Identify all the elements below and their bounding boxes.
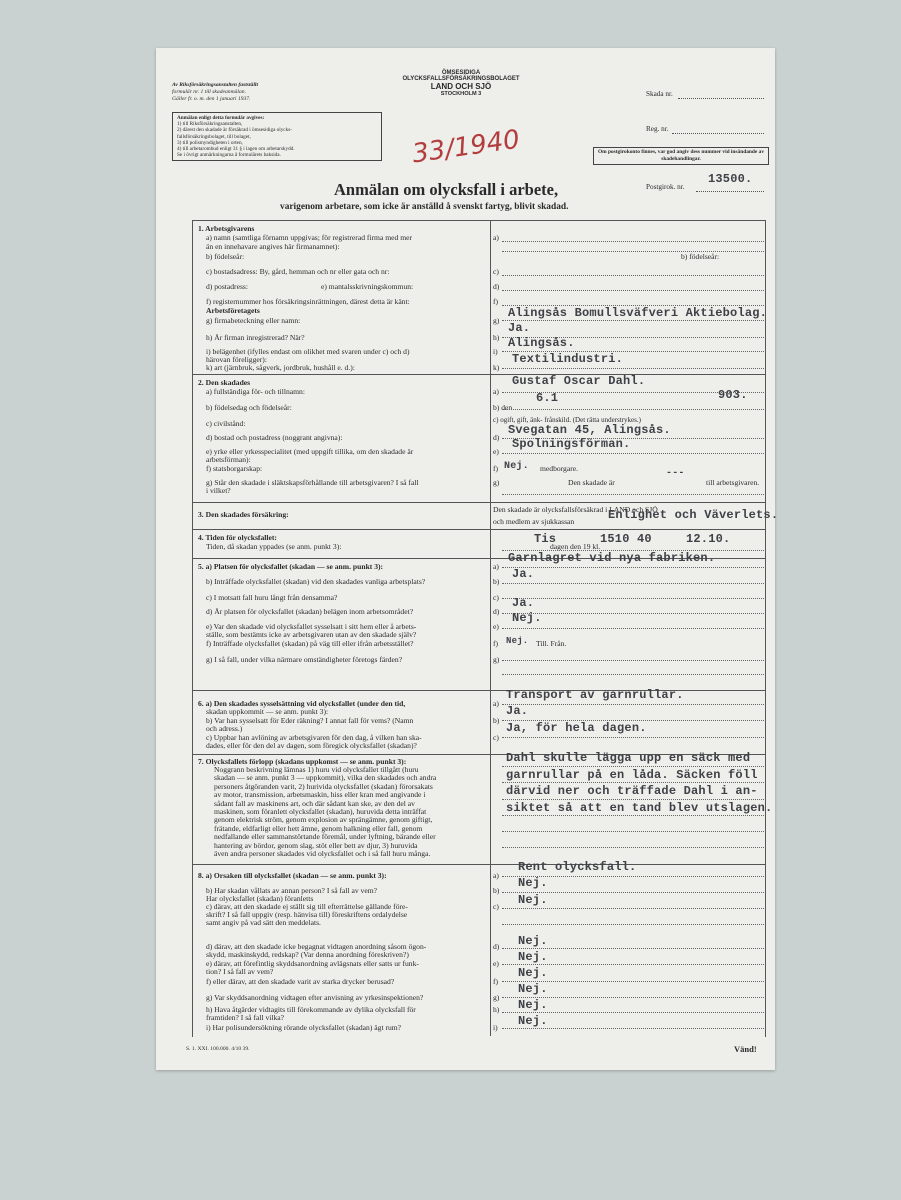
answer-5b-line[interactable] (502, 583, 764, 584)
question-8g: g) Var skyddsanordning vidtagen efter anvisning av yrkesinspektionen? (206, 993, 424, 1002)
answer-4-labels: dagen den 19 kl. (550, 542, 601, 551)
answer-2f-label: medborgare. (540, 464, 579, 473)
answer-6b-text: Ja. (506, 704, 529, 718)
answer-letter: g) (493, 478, 500, 487)
question-8f: f) eller därav, att den skadade varit av starka drycker berusad? (206, 977, 395, 986)
instruction-line: 4) till arbetarombud enligt 31 § i lagen om arbetarskydd. (177, 146, 295, 153)
form-approval-note (172, 82, 342, 103)
question-8c-cont: skrift? I så fall uppgiv (resp. hänvisa till) föreskriftens ordalydelse (206, 910, 408, 919)
answer-3-text: Enlighet och Väverlets. (608, 508, 779, 522)
answer-7-line5[interactable] (502, 831, 764, 832)
form-subtitle: varigenom arbetare, som icke är anställd å svenskt fartyg, blivit skadad. (280, 202, 569, 212)
question-6b: b) Var han sysselsatt för Eder räkning? I annat fall för vems? (Namn (206, 716, 414, 725)
answer-letter: h) (493, 1005, 500, 1014)
answer-letter: a) (493, 871, 499, 880)
answer-2b-day: 6.1 (536, 391, 559, 405)
section7-heading: 7. Olycksfallets förlopp (skadans uppkomst — se anm. punkt 3): (198, 757, 407, 766)
answer-8i-text: Nej. (518, 1014, 548, 1028)
answer-letter: f) (493, 639, 499, 648)
answer-1d-line[interactable] (502, 290, 764, 291)
question-2e: e) yrke eller yrkesspecialitet (med uppgift tillika, om den skadade är (206, 447, 414, 456)
answer-7-line: garnrullar på en låda. Säcken föll (506, 767, 758, 782)
question-8d: d) därav, att den skadade icke begagnat vidtagen anordning såsom ögon- (206, 942, 427, 951)
answer-letter: i) (493, 347, 498, 356)
question-2c: c) civilstånd: (206, 419, 246, 428)
answer-letter: d) (493, 433, 500, 442)
approval-line: Gäller fr. o. m. den 1 januari 1937. (172, 96, 251, 102)
question-2f: f) statsborgarskap: (206, 464, 263, 473)
question-8d-cont: skydd, maskinskydd, redskap? (Var denna anordning föreskriven?) (206, 950, 409, 959)
postgiro-value: 13500. (708, 172, 753, 186)
question-5f: f) Inträffade olycksfallet (skadan) på väg till eller ifrån arbetsstället? (206, 639, 414, 648)
question-1a-cont: än en innehavare angives här firmanamnet): (206, 242, 340, 251)
instruction-line: hantering av bördor, genom slag, stöt eller bett av djur, 3) huruvida (214, 840, 418, 850)
answer-letter: a) (493, 562, 499, 571)
answer-1i-text: Alingsås. (508, 336, 575, 350)
question-8h-cont: framtiden? I så fall vilka? (206, 1013, 285, 1022)
answer-7-line4[interactable] (502, 815, 764, 816)
instruction-line: fallsförsäkringsbolaget, till bolaget, (177, 133, 251, 140)
instruction-line: nedfallande eller sammanstörtande föremål, under lyftning, bärande eller (214, 832, 436, 842)
question-1g: g) firmabeteckning eller namn: (206, 316, 301, 325)
company-line: ÖMSESIDIGA (441, 70, 481, 76)
answer-5e-line[interactable] (502, 628, 764, 629)
print-code: S. 1. XXI. 100.000. 4/10 39. (186, 1046, 250, 1052)
question-2e-cont: arbetsförman): (206, 455, 251, 464)
section3-line2: och medlem av sjukkassan (493, 517, 575, 526)
answer-letter: b) (493, 577, 500, 586)
answer-2b-line[interactable] (502, 409, 764, 410)
section1-subheading: Arbetsföretagets (206, 306, 260, 315)
section3-heading: 3. Den skadades försäkring: (198, 510, 289, 519)
form-sheet (156, 48, 779, 1070)
answer-5f-label: Till. Från. (536, 639, 567, 648)
answer-5b-text: Ja. (512, 567, 535, 581)
answer-2a-text: Gustaf Oscar Dahl. (512, 374, 646, 388)
question-1a: a) namn (samtliga förnamn uppgivas; för registrerad firma med mer (206, 233, 413, 242)
question-5d: d) Är platsen för olycksfallet (skadan) belägen inom arbetsområdet? (206, 607, 414, 616)
answer-letter: d) (493, 282, 500, 291)
answer-8g-text: Nej. (518, 982, 548, 996)
instruction-line: Se i övrigt anmärkningarna å formulärets baksida. (177, 152, 281, 159)
turn-page-note: Vänd! (734, 1044, 757, 1054)
answer-1g-line[interactable] (502, 320, 764, 321)
answer-1a-line[interactable] (502, 241, 764, 242)
answer-letter: b) (493, 886, 500, 895)
answer-2g-label: Den skadade är (568, 478, 615, 487)
answer-letter: e) (493, 959, 499, 968)
skada-nr-field[interactable] (678, 98, 764, 99)
instruction-line: frätande, eldfarligt eller hett ämne, genom halkning eller fall, genom (214, 823, 423, 833)
answer-5d-text: Ja. (512, 596, 535, 610)
instruction-line: även andra personer skadades vid olycksfallet och i så fall huru många. (214, 849, 431, 859)
answer-5g-line[interactable] (502, 660, 764, 661)
question-8c-cont2: samt angiv på vad sätt den meddelats. (206, 918, 321, 927)
section7-instructions (214, 766, 490, 858)
answer-8c-text: Nej. (518, 893, 548, 907)
answer-7-line: Dahl skulle lägga upp en säck med (506, 751, 751, 765)
answer-2e-text: Spolningsförman. (512, 437, 631, 451)
answer-8e-text: Nej. (518, 950, 548, 964)
answer-6a-line[interactable] (502, 704, 764, 705)
answer-1b-label: b) födelseår: (681, 252, 720, 261)
answer-letter: c) (493, 902, 499, 911)
answer-letter: e) (493, 447, 499, 456)
approval-line: formulär nr. 1 till skadeanmälan. (172, 89, 246, 95)
company-city: STOCKHOLM 3 (440, 91, 482, 97)
question-1i: i) belägenhet (ifylles endast om olikhet med svaren under c) och d) (206, 347, 410, 356)
divider-3-4 (192, 529, 765, 530)
answer-2e-line[interactable] (502, 453, 764, 454)
company-header (386, 70, 536, 97)
answer-2d-text: Svegatan 45, Alingsås. (508, 423, 671, 437)
answer-6a-text: Transport av garnrullar. (506, 688, 684, 702)
form-title: Anmälan om olycksfall i arbete, (334, 180, 559, 199)
answer-letter: g) (493, 316, 500, 325)
question-2a: a) fullständiga för- och tillnamn: (206, 387, 305, 396)
question-6b-cont: och adress.) (206, 724, 243, 733)
instruction-line: Noggrann beskrivning lämnas 1) huru vid olycksfallet tillgått (huru (214, 765, 419, 774)
answer-letter: e) (493, 622, 499, 631)
answer-1h-text: Ja. (508, 321, 531, 335)
answer-8c-line2[interactable] (502, 924, 764, 925)
instruction-line: skadan — se anm. punkt 3 — uppkommit), vilka den skadades och andra (214, 773, 437, 783)
instruction-line: 3) till polismyndigheten i orten, (177, 139, 243, 146)
instruction-line: personers åtgöranden varit, 2) hurivida olycksfallet (skadan) förorsakats (214, 781, 433, 791)
answer-letter: c) (493, 267, 499, 276)
answer-letter: a) (493, 233, 499, 242)
answer-8h-text: Nej. (518, 998, 548, 1012)
instruction-line: maskinen, som föranlett olycksfallet (skadan), huruvida detta inträffat (214, 807, 427, 817)
column-divider (490, 220, 491, 1036)
answer-letter: g) (493, 655, 500, 664)
question-5e-cont: ställe, som bestämts icke av arbetsgivaren utan av den skadade själv? (206, 630, 417, 639)
answer-1k-line[interactable] (502, 368, 764, 369)
answer-8f-text: Nej. (518, 966, 548, 980)
question-8c: c) därav, att den skadade ej ställt sig till efterrättelse gällande före- (206, 902, 408, 911)
answer-7-line6[interactable] (502, 847, 764, 848)
answer-letter: c) (493, 733, 499, 742)
instructions-box (172, 112, 382, 161)
answer-letter: a) (493, 387, 499, 396)
divider-1-2 (192, 374, 765, 375)
answer-7-text (506, 750, 772, 816)
answer-letter: d) (493, 607, 500, 616)
instruction-line: Anmälan enligt detta formulär avgives: (177, 115, 265, 121)
question-1b: b) födelseår: (206, 252, 245, 261)
question-1k: k) art (järnbruk, sågverk, jordbruk, hushåll e. d.): (206, 363, 355, 372)
question-8i: i) Har polisundersökning rörande olycksfallet (skadan) ägt rum? (206, 1023, 402, 1032)
question-5c: c) I motsatt fall huru långt från densamma? (206, 593, 338, 602)
answer-8d-text: Nej. (518, 934, 548, 948)
answer-8h-line[interactable] (502, 1012, 764, 1013)
section3-line1: Den skadade är olycksfallsförsäkrad i LAND och SJÖ (493, 505, 658, 514)
divider-2-3 (192, 502, 765, 503)
handwritten-case-number: 33/1940 (410, 124, 522, 170)
divider-7-8 (192, 864, 765, 865)
answer-8c-line[interactable] (502, 908, 764, 909)
question-1f: f) registernummer hos försäkringsinrättningen, därest detta är känt: (206, 297, 410, 306)
answer-letter: h) (493, 333, 500, 342)
question-8h: h) Hava åtgärder vidtagits till förekommande av dylika olycksfall för (206, 1005, 416, 1014)
question-5e: e) Var den skadade vid olycksfallet sysselsatt i sitt hem eller å arbets- (206, 622, 417, 631)
answer-7-line3[interactable] (502, 799, 764, 800)
answer-5a-line[interactable] (502, 567, 764, 568)
question-2b: b) födelsedag och födelseår: (206, 403, 292, 412)
answer-2g-tail: till arbetsgivaren. (706, 478, 760, 487)
question-1i-cont: härovan föreligger): (206, 355, 267, 364)
answer-5f-text: Nej. (506, 636, 529, 646)
answer-4-time: 12.10. (686, 532, 731, 546)
question-2d: d) bostad och postadress (noggrant angivna): (206, 433, 343, 442)
reg-nr-field[interactable] (672, 133, 764, 134)
answer-7-line2[interactable] (502, 782, 764, 783)
answer-1k-text: Textilindustri. (512, 352, 624, 366)
postgiro-label: Postgirok. nr. (646, 183, 685, 191)
question-6c: c) Uppbar han avlöning av arbetsgivaren för den dag, å vilken han ska- (206, 733, 422, 742)
instruction-line: av motor, transmission, arbetsmaskin, hiss eller kran med angivande i (214, 790, 426, 800)
answer-1a-line2[interactable] (502, 251, 764, 252)
question-1e: e) mantalsskrivningskommun: (321, 282, 414, 291)
answer-letter: d) (493, 942, 500, 951)
answer-5e-text: Nej. (512, 611, 542, 625)
answer-7-line: siktet så att en tand blev utslagen. (506, 800, 773, 815)
answer-letter: k) (493, 363, 500, 372)
section4-heading: 4. Tiden för olycksfallet: (198, 533, 277, 542)
answer-4-date: 1510 40 (600, 532, 652, 546)
answer-2b-label: b) den (493, 403, 513, 412)
answer-2b-year: 903. (718, 388, 748, 402)
section8-heading: 8. a) Orsaken till olycksfallet (skadan — se anm. punkt 3): (198, 871, 387, 880)
question-1h: h) Är firman inregistrerad? När? (206, 333, 305, 342)
answer-letter: i) (493, 1023, 498, 1032)
question-6a-cont: skadan uppkommit — se anm. punkt 3): (206, 707, 329, 716)
answer-2g-value: --- (666, 468, 685, 479)
answer-2c-options: c) ogift, gift, änk- frånskild. (Det rätta understrykes.) (493, 416, 641, 424)
answer-8d-line[interactable] (502, 948, 764, 949)
company-line: OLYCKSFALLSFÖRSÄKRINGSBOLAGET (402, 76, 520, 82)
question-8e-cont: tion? I så fall av vem? (206, 967, 274, 976)
section6-heading: 6. a) Den skadades sysselsättning vid olycksfallet (under den tid, (198, 699, 406, 708)
section2-heading: 2. Den skadades (198, 378, 251, 387)
company-name: LAND OCH SJÖ (430, 82, 492, 91)
section5-heading: 5. a) Platsen för olycksfallet (skadan — se anm. punkt 3): (198, 562, 384, 571)
answer-letter: f) (493, 297, 499, 306)
answer-5g-line2[interactable] (502, 674, 764, 675)
question-2g: g) Står den skadade i släktskapsförhållande till arbetsgivaren? I så fall (206, 478, 419, 487)
answer-8e-line[interactable] (502, 964, 764, 965)
question-5b: b) Inträffade olycksfallet (skadan) vid den skadades vanliga arbetsplats? (206, 577, 426, 586)
question-8e: e) därav, att förefintlig skyddsanordning avlägsnats eller satts ur funk- (206, 959, 419, 968)
answer-letter: c) (493, 593, 499, 602)
question-5g: g) I så fall, under vilka närmare omständigheter företogs färden? (206, 655, 403, 664)
question-2g-cont: i vilket? (206, 486, 231, 495)
question-8b: b) Har skadan vållats av annan person? I så fall av vem? (206, 886, 378, 895)
answer-8a-text: Rent olycksfall. (518, 860, 637, 874)
postgiro-note-box: Om postgirokonto finnes, var god angiv dess nummer vid insändande av skadehandlingar. (593, 147, 769, 165)
postgiro-field[interactable] (696, 191, 764, 192)
question-4: Tiden, då skadan yppades (se anm. punkt 3): (206, 542, 342, 551)
question-1d: d) postadress: (206, 282, 248, 291)
question-8b-cont: Har olycksfallet (skadan) föranletts (206, 894, 314, 903)
answer-4-weekday: Tis (534, 532, 557, 546)
skada-nr-label: Skada nr. (646, 90, 673, 98)
answer-7-line1[interactable] (502, 766, 764, 767)
answer-2g-line[interactable] (502, 494, 764, 495)
answer-1c-line[interactable] (502, 275, 764, 276)
answer-7-line: därvid ner och träffade Dahl i an- (506, 784, 758, 798)
answer-5a-text: Garnlagret vid nya fabriken. (508, 551, 716, 565)
reg-nr-label: Reg. nr. (646, 125, 669, 133)
instruction-line: sådant fall av maskinens art, och där sådant kan ske, av den del av (214, 798, 415, 808)
approval-line: Av Riksförsäkringsanstalten fastställt (172, 82, 258, 88)
answer-8b-text: Nej. (518, 876, 548, 890)
answer-5c-line[interactable] (502, 598, 764, 599)
instruction-line: 2) därest den skadade är försäkrad i ömsesidiga olycks- (177, 127, 292, 134)
instruction-line: 1) till Riksförsäkringsanstalten, (177, 121, 243, 128)
answer-6c-line[interactable] (502, 737, 764, 738)
answer-2f-text: Nej. (504, 461, 529, 472)
answer-1g-text: Alingsås Bomullsväfveri Aktiebolag. (508, 306, 768, 320)
answer-letter: g) (493, 993, 500, 1002)
answer-letter: b) (493, 716, 500, 725)
instruction-line: genom elektrisk ström, genom explosion av sprängämne, genom giftigt, (214, 815, 433, 825)
answer-6c-text: Ja, för hela dagen. (506, 721, 647, 735)
answer-8i-line[interactable] (502, 1028, 764, 1029)
answer-letter: f) (493, 977, 499, 986)
section1-heading: 1. Arbetsgivarens (198, 224, 255, 233)
answer-letter: a) (493, 699, 499, 708)
answer-letter: f) (493, 464, 499, 473)
question-6c-cont: dades, eller för den del av dagen, som föregick olycksfallet (skadan)? (206, 741, 417, 750)
question-1c: c) bostadsadress: By, gård, hemman och nr eller gata och nr: (206, 267, 390, 276)
